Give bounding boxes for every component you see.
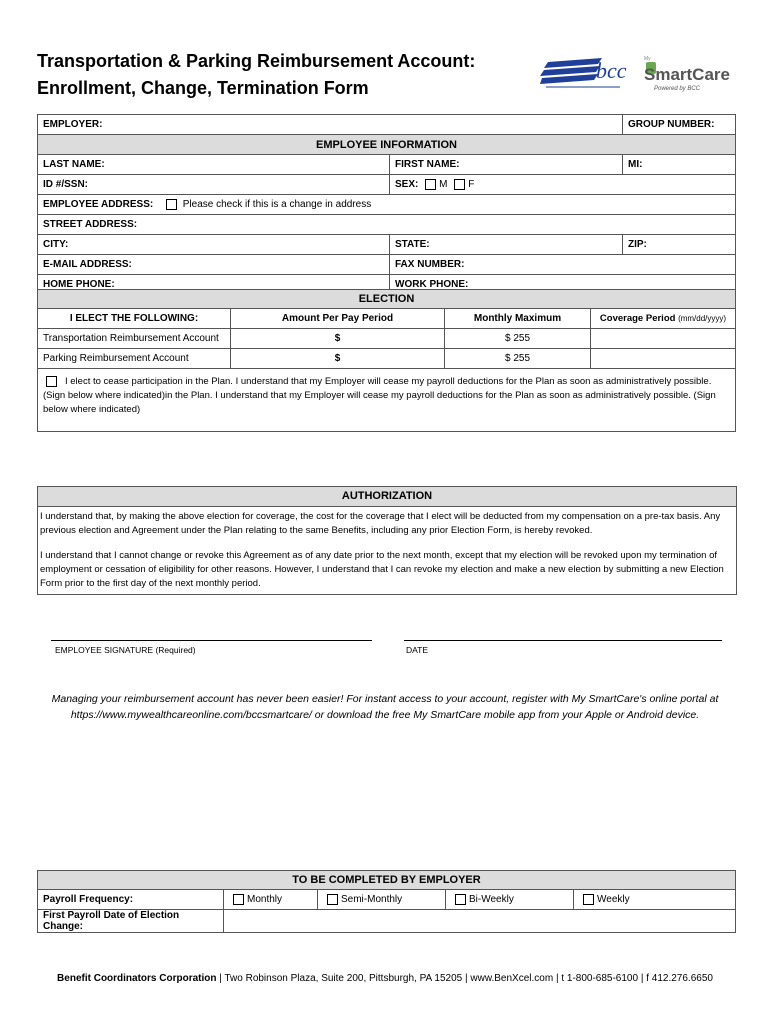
first-name-field[interactable] bbox=[390, 155, 623, 175]
city-field[interactable] bbox=[38, 235, 390, 255]
parking-coverage-field[interactable] bbox=[591, 349, 736, 369]
street-address-field[interactable] bbox=[38, 215, 736, 235]
authorization-heading: AUTHORIZATION bbox=[38, 487, 736, 507]
fax-field[interactable] bbox=[390, 255, 736, 275]
col-elect-header: I ELECT THE FOLLOWING: bbox=[38, 309, 231, 329]
email-label: E-MAIL ADDRESS: bbox=[43, 259, 132, 270]
id-ssn-label: ID #/SSN: bbox=[43, 179, 89, 190]
footer-company: Benefit Coordinators Corporation bbox=[57, 973, 217, 984]
sex-field bbox=[390, 175, 736, 195]
weekly-label: Weekly bbox=[597, 894, 630, 906]
cease-participation-checkbox[interactable] bbox=[46, 376, 57, 387]
coverage-period-label: Coverage Period bbox=[599, 313, 676, 324]
sex-f-label: F bbox=[468, 179, 475, 191]
table-row bbox=[38, 349, 736, 369]
mi-field[interactable] bbox=[623, 155, 736, 175]
cease-participation-row bbox=[38, 369, 736, 432]
option-semi-monthly bbox=[318, 890, 446, 910]
id-ssn-field[interactable] bbox=[38, 175, 390, 195]
cease-participation-text: I elect to cease participation in the Plan. I understand that my Employer will cease my payroll deductions for the Plan as soon as administratively possible. (Sign below where indicated)in the Plan. I understand that my Employer will cease my payroll deductions for the Plan as soon as administratively possible. (Sign below where indicated) bbox=[43, 376, 716, 415]
last-name-field[interactable] bbox=[38, 155, 390, 175]
weekly-checkbox[interactable] bbox=[583, 894, 594, 905]
signature-label: EMPLOYEE SIGNATURE (Required) bbox=[55, 645, 196, 655]
group-number-label: GROUP NUMBER: bbox=[628, 119, 715, 130]
col-max-header: Monthly Maximum bbox=[445, 309, 591, 329]
signature-line[interactable] bbox=[51, 640, 372, 641]
date-line[interactable] bbox=[404, 640, 722, 641]
employee-info-table bbox=[37, 114, 736, 295]
authorization-para2: I understand that I cannot change or revoke this Agreement as of any date prior to the next month, except that my election will be revoked upon my termination of employment or cessation of eligibility for other reasons. However, I understand that I can revoke my election and make a new election by submitting a new Election Form prior to the first day of the next monthly period. bbox=[40, 550, 724, 589]
authorization-box bbox=[37, 486, 737, 595]
monthly-checkbox[interactable] bbox=[233, 894, 244, 905]
bi-weekly-checkbox[interactable] bbox=[455, 894, 466, 905]
sex-m-label: M bbox=[439, 179, 448, 191]
sex-m-checkbox[interactable] bbox=[425, 179, 436, 190]
employee-address-label: EMPLOYEE ADDRESS: bbox=[43, 199, 154, 211]
smartcare-prefix: My bbox=[644, 56, 651, 62]
authorization-para1: I understand that, by making the above election for coverage, the cost for the coverage that I elect will be deducted from my compensation on a pre-tax basis. Any previous election and Agreement under the Plan relating to the same Benefits, including any prior Election Form, is hereby revoked. bbox=[40, 511, 721, 536]
sex-label: SEX: bbox=[395, 179, 419, 191]
zip-field[interactable] bbox=[623, 235, 736, 255]
transport-coverage-field[interactable] bbox=[591, 329, 736, 349]
bcc-logo bbox=[540, 50, 740, 100]
footer-details: | Two Robinson Plaza, Suite 200, Pittsburgh, PA 15205 | www.BenXcel.com | t 1-800-685-6100 | f 412.276.6650 bbox=[216, 973, 713, 984]
first-payroll-field[interactable] bbox=[224, 910, 736, 933]
transport-amount-field[interactable]: $ bbox=[231, 329, 445, 349]
title-line2: Enrollment, Change, Termination Form bbox=[37, 78, 369, 98]
parking-max: $ 255 bbox=[445, 349, 591, 369]
col-coverage-header bbox=[591, 309, 736, 329]
address-change-label: Please check if this is a change in address bbox=[182, 199, 372, 211]
group-number-field[interactable] bbox=[623, 115, 736, 135]
smartcare-sub: Powered by BCC bbox=[654, 86, 701, 92]
logos bbox=[540, 50, 740, 100]
employer-field[interactable] bbox=[38, 115, 623, 135]
election-heading: ELECTION bbox=[38, 290, 736, 309]
address-change-checkbox[interactable] bbox=[166, 199, 177, 210]
employer-section-heading: TO BE COMPLETED BY EMPLOYER bbox=[38, 871, 736, 890]
date-label: DATE bbox=[406, 645, 429, 655]
page-title bbox=[37, 48, 475, 102]
employer-label: EMPLOYER: bbox=[43, 119, 103, 130]
portal-notice bbox=[20, 691, 750, 723]
sex-f-checkbox[interactable] bbox=[454, 179, 465, 190]
employee-info-heading: EMPLOYEE INFORMATION bbox=[38, 135, 736, 155]
bcc-logo-text: bcc bbox=[596, 58, 627, 83]
coverage-format: (mm/dd/yyyy) bbox=[678, 314, 727, 323]
street-address-label: STREET ADDRESS: bbox=[43, 219, 138, 230]
page-footer bbox=[0, 973, 770, 984]
state-label: STATE: bbox=[395, 239, 430, 250]
first-name-label: FIRST NAME: bbox=[395, 159, 460, 170]
parking-account-name: Parking Reimbursement Account bbox=[38, 349, 231, 369]
fax-label: FAX NUMBER: bbox=[395, 259, 465, 270]
city-label: CITY: bbox=[43, 239, 69, 250]
semi-monthly-checkbox[interactable] bbox=[327, 894, 338, 905]
election-table bbox=[37, 289, 736, 432]
state-field[interactable] bbox=[390, 235, 623, 255]
transport-max: $ 255 bbox=[445, 329, 591, 349]
work-phone-label: WORK PHONE: bbox=[395, 279, 469, 290]
semi-monthly-label: Semi-Monthly bbox=[341, 894, 403, 906]
table-row bbox=[38, 329, 736, 349]
employer-section-table bbox=[37, 870, 736, 933]
parking-amount-field[interactable]: $ bbox=[231, 349, 445, 369]
transport-account-name: Transportation Reimbursement Account bbox=[38, 329, 231, 349]
option-monthly bbox=[224, 890, 318, 910]
payroll-frequency-label: Payroll Frequency: bbox=[38, 890, 224, 910]
portal-notice-line1: Managing your reimbursement account has never been easier! For instant access to your account, register with My SmartCare's online portal at bbox=[51, 693, 719, 705]
option-bi-weekly bbox=[446, 890, 574, 910]
col-amount-header: Amount Per Pay Period bbox=[231, 309, 445, 329]
portal-notice-line2: https://www.mywealthcareonline.com/bccsmartcare/ or download the free My SmartCare mobile app from your Apple or Android device. bbox=[70, 709, 700, 721]
option-weekly bbox=[574, 890, 736, 910]
zip-label: ZIP: bbox=[628, 239, 647, 250]
home-phone-label: HOME PHONE: bbox=[43, 279, 115, 290]
last-name-label: LAST NAME: bbox=[43, 159, 105, 170]
bi-weekly-label: Bi-Weekly bbox=[469, 894, 514, 906]
smartcare-logo-text: SmartCare bbox=[644, 65, 730, 84]
mi-label: MI: bbox=[628, 159, 643, 170]
address-change-row bbox=[38, 195, 736, 215]
title-line1: Transportation & Parking Reimbursement Account: bbox=[37, 51, 476, 71]
first-payroll-label: First Payroll Date of Election Change: bbox=[38, 910, 224, 933]
monthly-label: Monthly bbox=[247, 894, 283, 906]
email-field[interactable] bbox=[38, 255, 390, 275]
